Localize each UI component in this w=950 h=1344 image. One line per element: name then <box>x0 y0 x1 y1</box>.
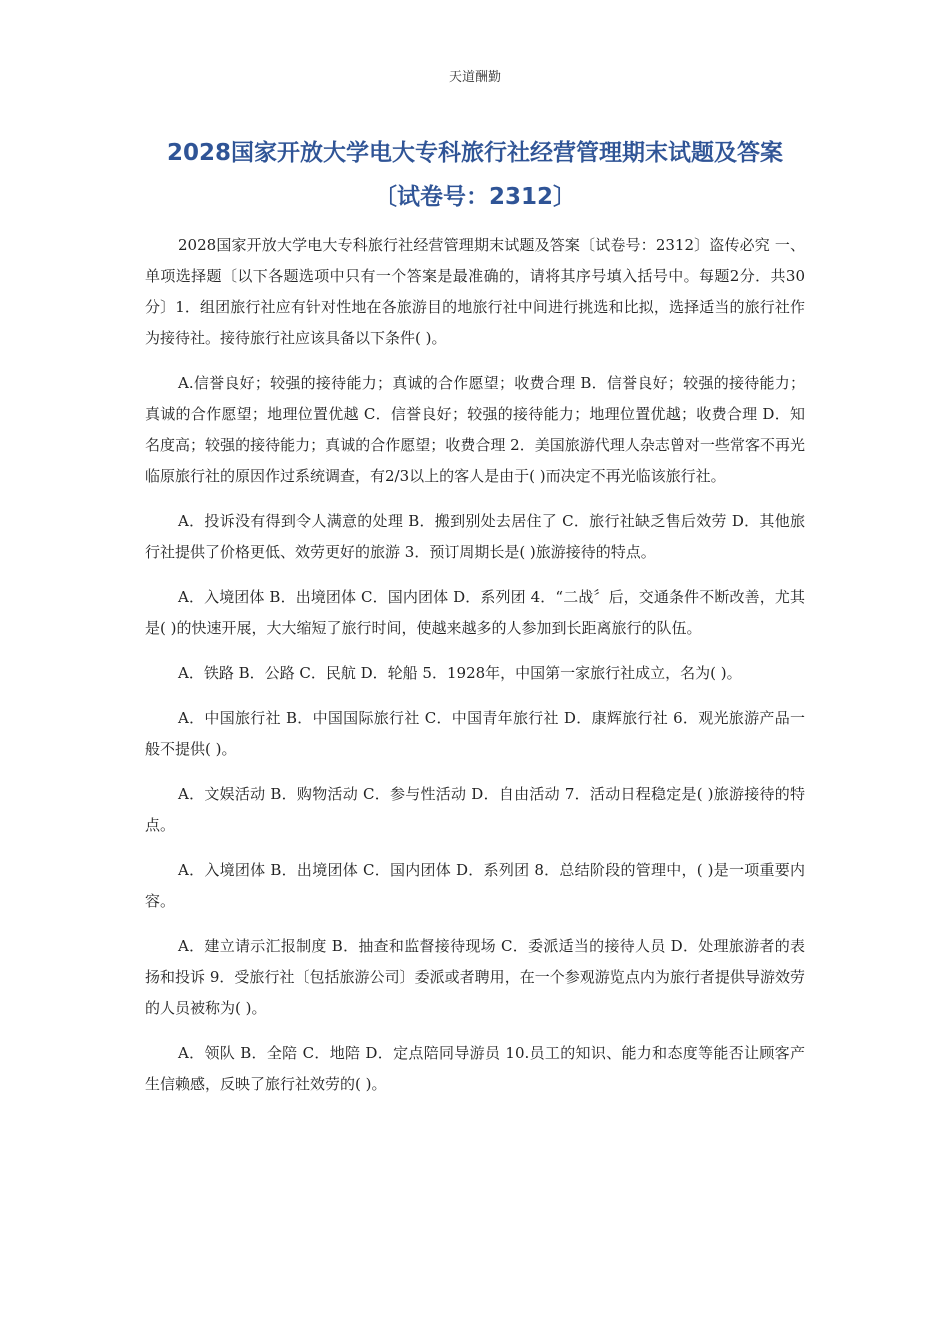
page-header: 天道酬勤 <box>448 70 501 85</box>
paragraph: A.信誉良好；较强的接待能力；真诚的合作愿望；收费合理 B．信誉良好；较强的接待能力；真诚的合作愿望；地理位置优越 C．信誉良好；较强的接待能力；地理位置优越；收费合理 D．知名度高；较强的接待能力；真诚的合作愿望；收费合理 2．美国旅游代理人杂志曾对一些常客不再光临原旅行社的原因作过系统调查，有2/3以上的客人是由于( )而决定不再光临该旅行社。 <box>145 374 805 485</box>
paragraph: A．建立请示汇报制度 B．抽查和监督接待现场 C．委派适当的接待人员 D．处理旅游者的表扬和投诉 9．受旅行社〔包括旅游公司〕委派或者聘用，在一个参观游览点内为旅行者提供导游效劳的人员被称为( )。 <box>145 937 805 1017</box>
document-title: 2028国家开放大学电大专科旅行社经营管理期末试题及答案 <box>166 140 783 166</box>
paragraph: A．入境团体 B．出境团体 C．国内团体 D．系列团 4．“二战〞后，交通条件不断改善，尤其是( )的快速开展，大大缩短了旅行时间，使越来越多的人参加到长距离旅行的队伍。 <box>145 588 805 637</box>
paragraph: A．投诉没有得到令人满意的处理 B．搬到别处去居住了 C．旅行社缺乏售后效劳 D．其他旅行社提供了价格更低、效劳更好的旅游 3．预订周期长是( )旅游接待的特点。 <box>145 512 805 561</box>
paragraph: A．中国旅行社 B．中国国际旅行社 C．中国青年旅行社 D．康辉旅行社 6．观光旅游产品一般不提供( )。 <box>145 709 805 758</box>
paragraph: A．铁路 B．公路 C．民航 D．轮船 5．1928年，中国第一家旅行社成立，名为( )。 <box>178 664 742 682</box>
paragraph: A．入境团体 B．出境团体 C．国内团体 D．系列团 8．总结阶段的管理中，( )是一项重要内容。 <box>145 861 805 910</box>
document-subtitle: 〔试卷号：2312〕 <box>373 184 576 210</box>
paragraph: A．文娱活动 B．购物活动 C．参与性活动 D．自由活动 7．活动日程稳定是( )旅游接待的特点。 <box>145 785 805 834</box>
paragraph: 2028国家开放大学电大专科旅行社经营管理期末试题及答案〔试卷号：2312〕盗传必究 一、单项选择题〔以下各题选项中只有一个答案是最准确的，请将其序号填入括号中。每题2分．共30分〕1．组团旅行社应有针对性地在各旅游目的地旅行社中间进行挑选和比拟，选择适当的旅行社作为接待社。接待旅行社应该具备以下条件( )。 <box>145 236 805 347</box>
paragraph: A．领队 B．全陪 C．地陪 D．定点陪同导游员 10.员工的知识、能力和态度等能否让顾客产生信赖感，反映了旅行社效劳的( )。 <box>145 1044 805 1093</box>
document-body <box>145 230 805 1114</box>
